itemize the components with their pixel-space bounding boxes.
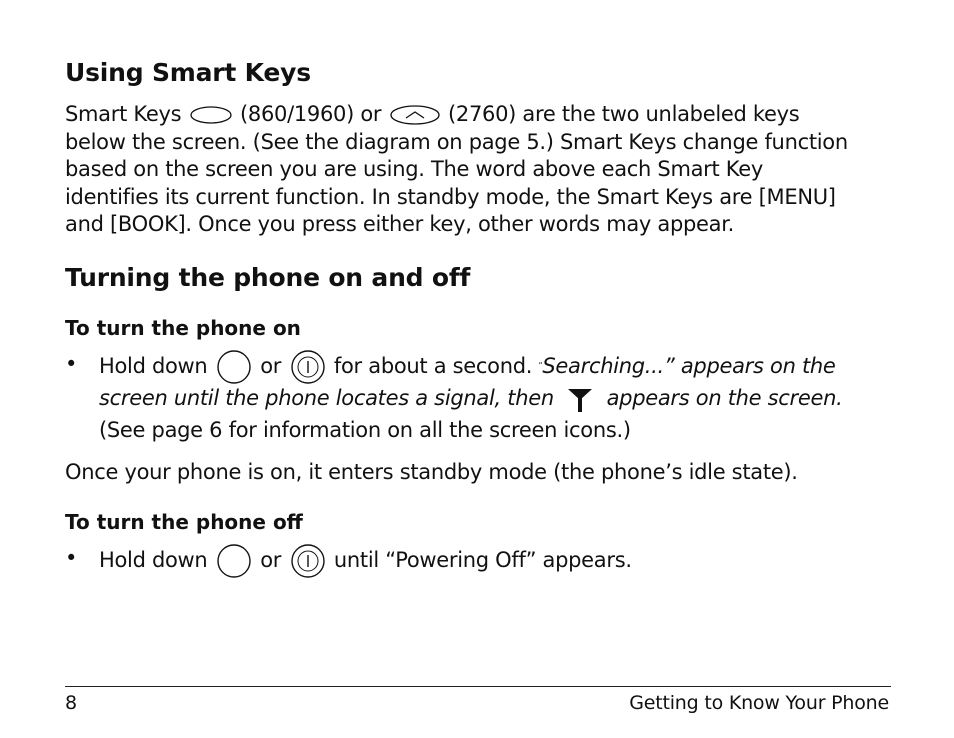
paragraph-line: identifies its current function. In standby mode, the Smart Keys are [MENU] (65, 184, 836, 209)
turn-off-line: Hold down or until “Powering Off” appears. (99, 541, 632, 581)
bullet: • (65, 352, 78, 376)
paragraph-line: based on the screen you are using. The word above each Smart Key (65, 157, 763, 181)
turn-on-line-2: screen until the phone locates a signal, then appears on the screen. (99, 383, 843, 415)
turn-on-line-3: (See page 6 for information on all the screen icons.) (99, 418, 631, 442)
paragraph-line: below the screen. (See the diagram on page 5.) Smart Keys change function (65, 129, 848, 154)
smart-key-curved-icon (388, 103, 442, 127)
power-key-icon (288, 347, 328, 387)
subheading-turn-on: To turn the phone on (65, 316, 301, 340)
smart-keys-paragraph (65, 101, 895, 239)
bullet: • (65, 546, 78, 570)
heading-using-smart-keys: Using Smart Keys (65, 58, 311, 87)
signal-antenna-icon (560, 383, 600, 415)
end-key-icon (214, 541, 254, 581)
paragraph-line: Smart Keys (860/1960) or (2760) are the two unlabeled keys (65, 102, 800, 126)
page-number: 8 (65, 692, 77, 714)
end-key-icon (214, 347, 254, 387)
standby-paragraph: Once your phone is on, it enters standby mode (the phone’s idle state). (65, 460, 798, 484)
subheading-turn-off: To turn the phone off (65, 510, 303, 534)
footer-divider (65, 686, 891, 687)
paragraph-line: and [BOOK]. Once you press either key, other words may appear. (65, 212, 735, 236)
smart-key-oval-icon (188, 104, 234, 126)
power-key-icon (288, 541, 328, 581)
chapter-title: Getting to Know Your Phone (629, 692, 889, 714)
heading-turning-phone-on-off: Turning the phone on and off (65, 263, 471, 292)
turn-on-line-1: Hold down or for about a second. “Searching...” appears on the (99, 347, 836, 387)
